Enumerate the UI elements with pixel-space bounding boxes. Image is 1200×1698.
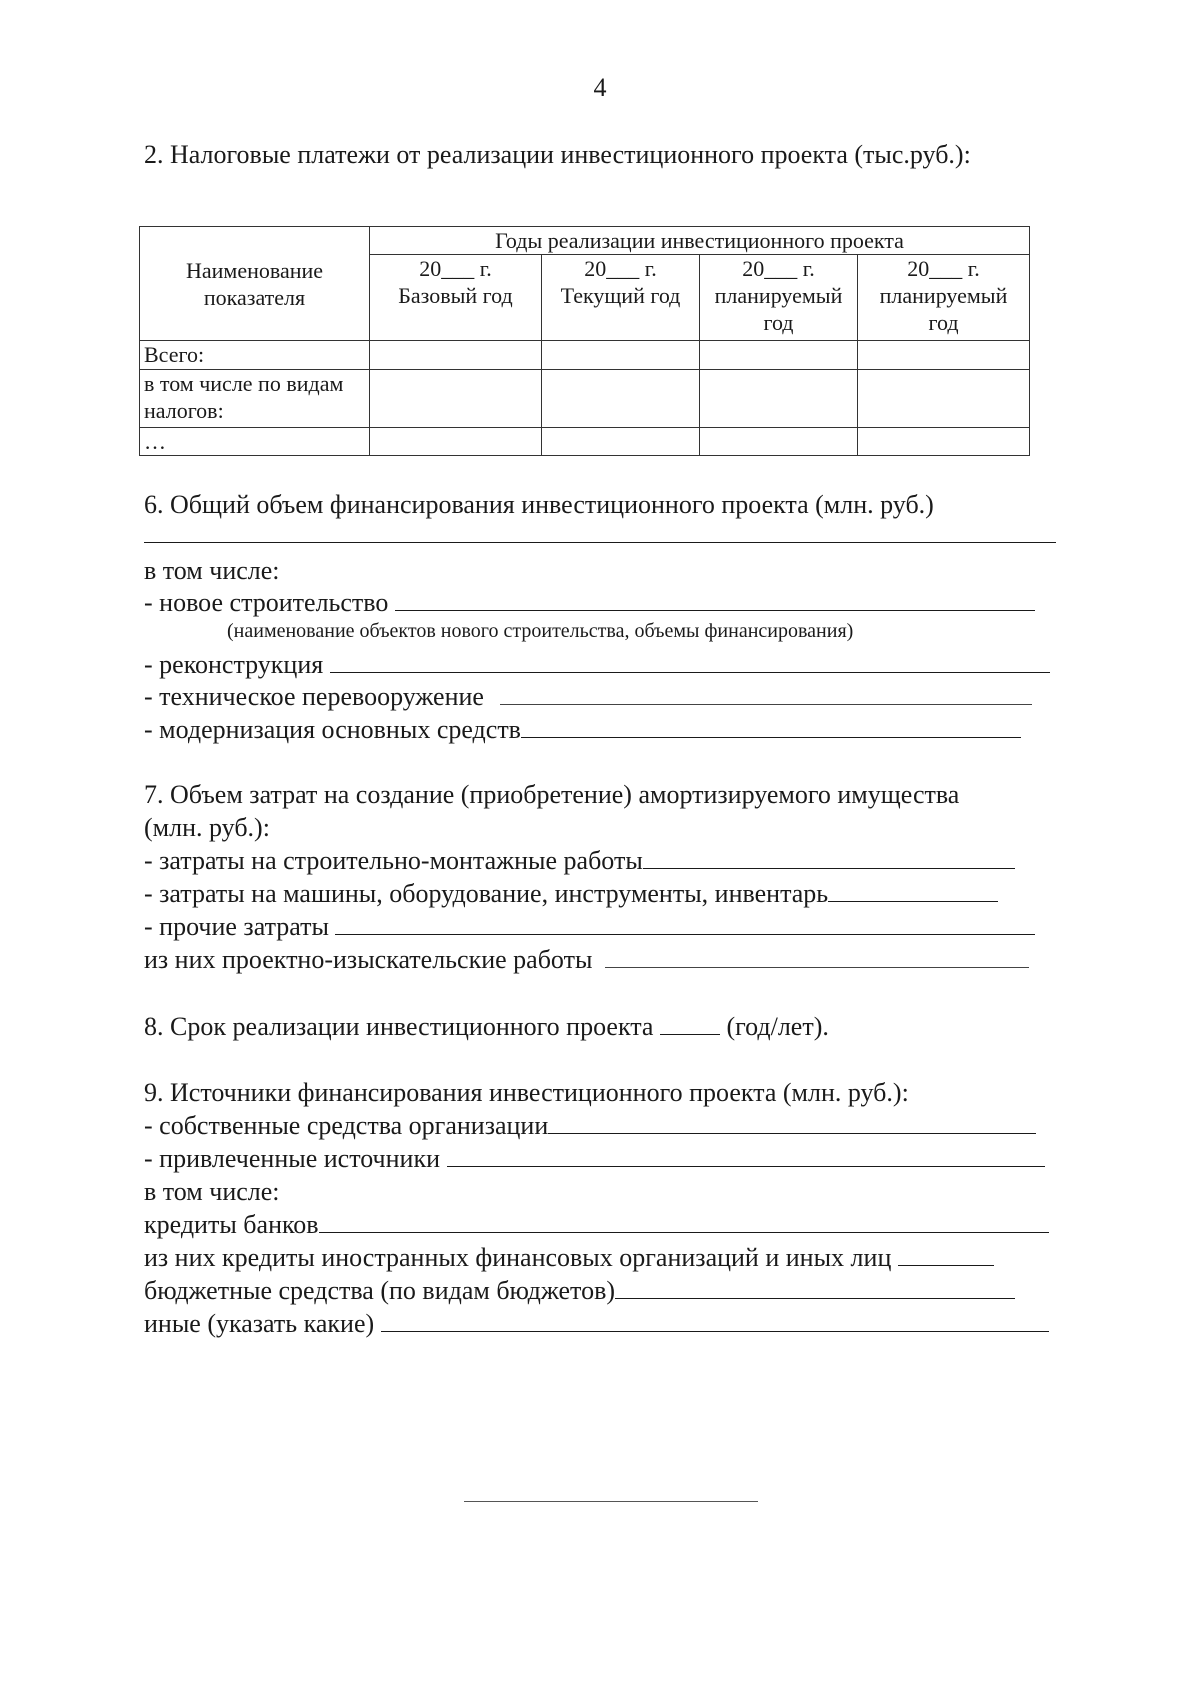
end-of-page-rule [464, 1501, 758, 1502]
project-term-field[interactable] [660, 1012, 720, 1035]
retooling-label: - техническое перевооружение [144, 682, 484, 711]
section-2-heading: 2. Налоговые платежи от реализации инвестиционного проекта (тыс.руб.): [144, 140, 971, 169]
foreign-credits-field[interactable] [898, 1243, 994, 1266]
row-ellipsis-label: … [140, 428, 370, 456]
table-cell[interactable] [542, 428, 700, 456]
section-7-heading-line-1: 7. Объем затрат на создание (приобретение) амортизируемого имущества [144, 780, 960, 809]
table-cell[interactable] [700, 428, 858, 456]
reconstruction-label: - реконструкция [144, 650, 324, 679]
bank-credits-field[interactable] [319, 1210, 1049, 1233]
section-6-including: в том числе: [144, 556, 280, 585]
table-cell[interactable] [858, 370, 1030, 428]
section-6-heading: 6. Общий объем финансирования инвестиционного проекта (млн. руб.) [144, 490, 934, 519]
attracted-sources-label: - привлеченные источники [144, 1144, 440, 1173]
design-works-field[interactable] [605, 945, 1029, 968]
table-cell[interactable] [858, 341, 1030, 370]
modernization-row [144, 715, 1021, 745]
reconstruction-field[interactable] [330, 650, 1050, 673]
total-financing-field[interactable] [144, 542, 1056, 543]
table-cell[interactable] [700, 341, 858, 370]
new-construction-caption: (наименование объектов нового строительства, объемы финансирования) [227, 620, 854, 642]
other-costs-field[interactable] [335, 912, 1035, 935]
other-sources-field[interactable] [381, 1309, 1049, 1332]
new-construction-field[interactable] [395, 588, 1035, 611]
header-indicator-name: Наименование показателя [140, 227, 370, 341]
table-cell[interactable] [370, 341, 542, 370]
section-9-heading: 9. Источники финансирования инвестиционного проекта (млн. руб.): [144, 1078, 909, 1107]
construction-costs-label: - затраты на строительно-монтажные работы [144, 846, 643, 875]
machinery-costs-label: - затраты на машины, оборудование, инструменты, инвентарь [144, 879, 829, 908]
retooling-row [144, 682, 1032, 712]
section-9-including: в том числе: [144, 1177, 280, 1206]
table-cell[interactable] [370, 370, 542, 428]
header-year-col-2: 20___ г. Текущий год [542, 255, 700, 341]
bank-credits-row [144, 1210, 1049, 1240]
header-year-col-1: 20___ г. Базовый год [370, 255, 542, 341]
foreign-credits-row [144, 1243, 994, 1273]
construction-costs-field[interactable] [643, 846, 1015, 869]
design-works-label: из них проектно-изыскательские работы [144, 945, 593, 974]
project-term-unit: (год/лет). [726, 1012, 829, 1041]
modernization-label: - модернизация основных средств [144, 715, 521, 744]
section-7-heading-line-2: (млн. руб.): [144, 813, 270, 842]
construction-costs-row [144, 846, 1015, 876]
page-number: 4 [593, 73, 607, 102]
own-funds-field[interactable] [548, 1111, 1036, 1134]
new-construction-row [144, 588, 1035, 618]
new-construction-label: - новое строительство [144, 588, 389, 617]
project-term-label: 8. Срок реализации инвестиционного проекта [144, 1012, 654, 1041]
tax-payments-table [139, 226, 1030, 456]
header-years: Годы реализации инвестиционного проекта [370, 227, 1030, 255]
other-costs-label: - прочие затраты [144, 912, 329, 941]
table-cell[interactable] [700, 370, 858, 428]
row-total-label: Всего: [140, 341, 370, 370]
section-8-row [144, 1012, 829, 1042]
budget-funds-field[interactable] [615, 1276, 1015, 1299]
budget-funds-row [144, 1276, 1015, 1306]
budget-funds-label: бюджетные средства (по видам бюджетов) [144, 1276, 616, 1305]
modernization-field[interactable] [521, 715, 1021, 738]
own-funds-label: - собственные средства организации [144, 1111, 549, 1140]
other-sources-row [144, 1309, 1049, 1339]
table-cell[interactable] [370, 428, 542, 456]
design-works-row [144, 945, 1029, 975]
machinery-costs-row [144, 879, 998, 909]
table-cell[interactable] [542, 370, 700, 428]
retooling-field[interactable] [500, 682, 1032, 705]
other-costs-row [144, 912, 1035, 942]
table-cell[interactable] [542, 341, 700, 370]
header-year-col-4: 20___ г. планируемый год [858, 255, 1030, 341]
row-by-tax-types-label: в том числе по видам налогов: [140, 370, 370, 428]
other-sources-label: иные (указать какие) [144, 1309, 375, 1338]
foreign-credits-label: из них кредиты иностранных финансовых организаций и иных лиц [144, 1243, 892, 1272]
header-year-col-3: 20___ г. планируемый год [700, 255, 858, 341]
attracted-sources-row [144, 1144, 1045, 1174]
own-funds-row [144, 1111, 1036, 1141]
reconstruction-row [144, 650, 1050, 680]
machinery-costs-field[interactable] [828, 879, 998, 902]
attracted-sources-field[interactable] [447, 1144, 1045, 1167]
bank-credits-label: кредиты банков [144, 1210, 319, 1239]
table-cell[interactable] [858, 428, 1030, 456]
